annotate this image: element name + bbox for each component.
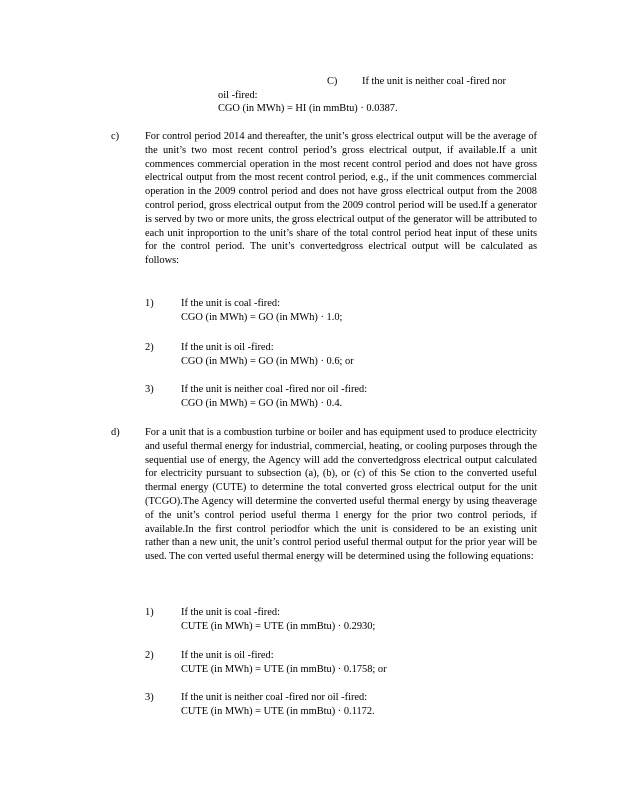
section-d-item-1-num: 1) [145, 607, 154, 618]
section-c-paragraph: For control period 2014 and thereafter, the unit’s gross electrical output will be the average of the unit’s two most recent control period’s gross electrical output, if available.If a unit commences commercial operation in the most recent control period and does not have gross electrical output from the most recent control period, e.g., if the unit commences commercial operation in the 2009 control period and does not have gross electrical output from the 2008 control period, gross electrical output from the 2009 control period will be used.If a generator is served by two or more units, the gross electrical output of the generator will be attributed to each unit inproportion to the unit’s share of the total control period heat input of these units for the control period. The unit’s convertedgross electrical output will be calculated as follows: [145, 131, 537, 267]
section-d-paragraph: For a unit that is a combustion turbine or boiler and has equipment used to produce electricity and useful thermal energy for industrial, commercial, heating, or cooling purposes through the sequential use of energy, the Agency will add the convertedgross electrical output calculated for electricity pursuant to subsection (a), (b), or (c) of this Se ction to the converted useful thermal energy (CUTE) to determine the total converted gross electrical output for the unit (TCGO).The Agency will determine the converted useful thermal energy by using theaverage of the unit’s control period useful therma l energy for the prior two control periods, if available.In the first control periodfor which the unit is considered to be an existing unit rather than a new unit, the unit’s control period useful thermal output for the prior year will be used. The con verted useful thermal energy will be determined using the following equations: [145, 427, 537, 563]
section-d-item-3-num: 3) [145, 692, 154, 703]
section-d-item-3-condition: If the unit is neither coal -fired nor oil -fired: [181, 692, 368, 703]
section-c-label: c) [111, 131, 120, 142]
section-d-label: d) [111, 427, 120, 438]
section-d-item-1-condition: If the unit is coal -fired: [181, 607, 280, 618]
section-d-item-2-formula: CUTE (in MWh) = UTE (in mmBtu) · 0.1758; or [181, 664, 387, 675]
section-d-item-2-condition: If the unit is oil -fired: [181, 650, 274, 661]
item-label: C) [327, 76, 338, 87]
section-c-item-3-num: 3) [145, 384, 154, 395]
section-c-item-3-condition: If the unit is neither coal -fired nor oil -fired: [181, 384, 368, 395]
item-condition-continued: oil -fired: [218, 90, 258, 101]
section-c-item-1-formula: CGO (in MWh) = GO (in MWh) · 1.0; [181, 312, 343, 323]
item-condition: If the unit is neither coal -fired nor [362, 76, 506, 87]
section-c-item-2-num: 2) [145, 342, 154, 353]
section-c-item-1-num: 1) [145, 298, 154, 309]
section-c-item-2-formula: CGO (in MWh) = GO (in MWh) · 0.6; or [181, 356, 354, 367]
section-d-item-1-formula: CUTE (in MWh) = UTE (in mmBtu) · 0.2930; [181, 621, 376, 632]
section-c-item-2-condition: If the unit is oil -fired: [181, 342, 274, 353]
formula: CGO (in MWh) = HI (in mmBtu) · 0.0387. [218, 103, 398, 114]
section-c-item-3-formula: CGO (in MWh) = GO (in MWh) · 0.4. [181, 398, 343, 409]
section-d-item-2-num: 2) [145, 650, 154, 661]
section-c-item-1-condition: If the unit is coal -fired: [181, 298, 280, 309]
section-d-item-3-formula: CUTE (in MWh) = UTE (in mmBtu) · 0.1172. [181, 706, 375, 717]
